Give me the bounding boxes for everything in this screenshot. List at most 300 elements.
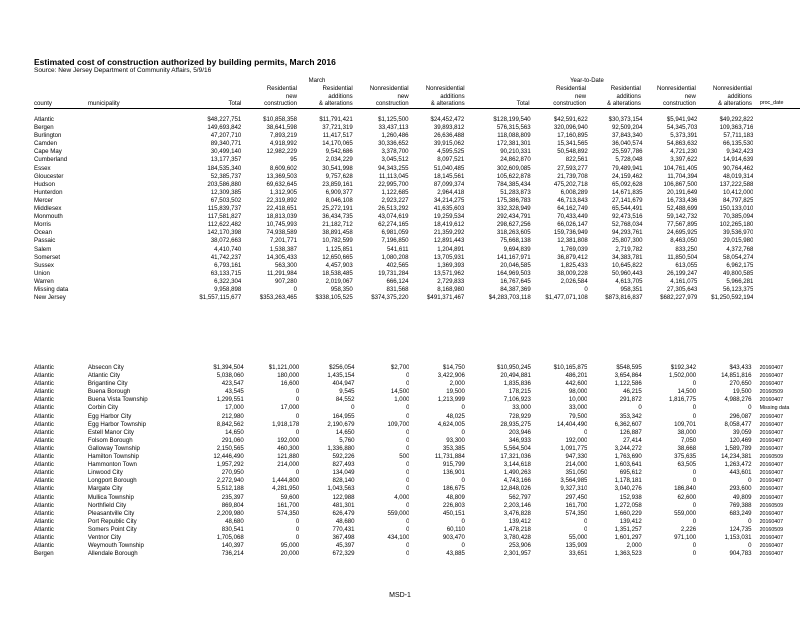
table-cell: 486,201 bbox=[565, 372, 588, 380]
table-cell: 8,097,521 bbox=[437, 156, 465, 164]
table-cell: $353,263,465 bbox=[259, 294, 298, 302]
table-cell: 25,807,300 bbox=[612, 237, 643, 245]
table-cell: 26,636,488 bbox=[433, 132, 465, 140]
table-cell: 20,494,881 bbox=[500, 372, 531, 380]
county-row bbox=[34, 173, 800, 181]
table-cell: Salem bbox=[34, 245, 52, 253]
column-header-table bbox=[34, 85, 800, 109]
table-cell: 1,435,154 bbox=[327, 372, 355, 380]
table-cell: 2,729,833 bbox=[437, 277, 465, 285]
table-cell: 124,735 bbox=[729, 525, 752, 533]
header-ytd-nonres-new-2: new bbox=[684, 92, 696, 100]
table-cell: 7,106,923 bbox=[503, 396, 531, 404]
table-cell: Atlantic bbox=[34, 116, 54, 123]
table-cell: 6,962,175 bbox=[726, 261, 754, 269]
table-cell: 137,222,588 bbox=[719, 180, 754, 188]
table-cell: 576,315,563 bbox=[496, 124, 531, 132]
county-row bbox=[34, 124, 800, 132]
table-cell: 0 bbox=[406, 525, 410, 533]
table-cell: Atlantic bbox=[34, 542, 54, 550]
table-cell: 958,351 bbox=[620, 285, 643, 293]
table-cell: Morris bbox=[34, 221, 51, 229]
table-cell: 13,369,503 bbox=[266, 172, 298, 180]
table-cell: $5,941,942 bbox=[666, 116, 698, 123]
table-cell: 1,363,523 bbox=[614, 550, 642, 558]
table-cell: 49,809 bbox=[732, 493, 752, 501]
table-cell: Buena Borough bbox=[87, 388, 131, 396]
table-cell: 109,363,716 bbox=[719, 124, 754, 132]
table-cell: 1,705,068 bbox=[216, 533, 244, 541]
table-cell: 8,463,050 bbox=[670, 237, 698, 245]
table-cell: Union bbox=[34, 269, 50, 277]
table-cell: 559,000 bbox=[387, 509, 410, 517]
table-cell: 27,305,643 bbox=[666, 285, 698, 293]
table-cell: 769,388 bbox=[729, 501, 752, 509]
table-cell: 3,144,618 bbox=[503, 461, 531, 469]
table-cell: 39,536,970 bbox=[722, 229, 754, 237]
municipality-row bbox=[34, 510, 800, 518]
table-cell: 79,489,941 bbox=[612, 164, 643, 172]
table-cell: 1,957,292 bbox=[216, 461, 244, 469]
table-cell: 2,000 bbox=[449, 380, 465, 388]
table-cell: Atlantic bbox=[34, 404, 54, 412]
table-cell: 297,450 bbox=[565, 493, 588, 501]
table-cell: 0 bbox=[748, 477, 752, 485]
table-cell: Atlantic bbox=[34, 461, 54, 469]
table-cell: 10,745,993 bbox=[266, 221, 298, 229]
table-cell: 12,891,443 bbox=[433, 237, 465, 245]
table-cell: 270,950 bbox=[221, 469, 244, 477]
table-cell: 0 bbox=[406, 517, 410, 525]
table-cell: 9,757,628 bbox=[325, 172, 353, 180]
table-cell: 20160509 bbox=[759, 389, 784, 396]
table-cell: 20160407 bbox=[759, 437, 784, 444]
municipality-row bbox=[34, 477, 800, 485]
county-row bbox=[34, 254, 800, 262]
header-res-new-2: new bbox=[285, 92, 297, 100]
table-cell: 67,503,502 bbox=[210, 196, 242, 204]
table-cell: 3,378,700 bbox=[381, 148, 409, 156]
table-cell bbox=[753, 213, 800, 221]
table-cell: Essex bbox=[34, 164, 51, 172]
table-cell bbox=[89, 124, 185, 132]
table-cell: 3,422,906 bbox=[437, 372, 465, 380]
table-cell: 51,040,485 bbox=[433, 164, 465, 172]
table-cell: Allendale Borough bbox=[87, 550, 138, 558]
table-cell: 18,145,561 bbox=[433, 172, 465, 180]
table-cell: 33,000 bbox=[568, 404, 588, 412]
table-cell: 52,488,699 bbox=[666, 205, 698, 213]
table-cell: 8,046,108 bbox=[325, 196, 353, 204]
table-cell bbox=[89, 156, 185, 164]
table-cell: 48,680 bbox=[225, 517, 244, 525]
table-cell: 12,309,385 bbox=[210, 188, 242, 196]
table-cell: 1,769,039 bbox=[560, 245, 588, 253]
table-cell: Cape May bbox=[34, 148, 62, 156]
table-cell: Port Republic City bbox=[87, 517, 137, 525]
table-cell: 0 bbox=[406, 461, 410, 469]
table-cell: Bergen bbox=[34, 550, 54, 558]
table-cell bbox=[89, 132, 185, 140]
table-cell: 460,300 bbox=[277, 444, 300, 452]
table-cell: 1,660,229 bbox=[614, 509, 642, 517]
table-cell: 87,099,374 bbox=[433, 180, 465, 188]
table-cell: 0 bbox=[692, 477, 697, 485]
table-cell: 121,880 bbox=[277, 453, 300, 461]
table-cell: 62,274,165 bbox=[378, 221, 409, 229]
table-cell: 1,478,218 bbox=[503, 525, 531, 533]
table-cell: 0 bbox=[406, 501, 410, 509]
table-cell: $338,105,525 bbox=[315, 294, 353, 302]
table-cell: 0 bbox=[692, 469, 697, 477]
municipality-row bbox=[34, 526, 800, 534]
table-cell: 21,182,712 bbox=[322, 221, 353, 229]
table-cell: 16,733,436 bbox=[666, 196, 698, 204]
table-cell: 58,054,274 bbox=[722, 253, 754, 261]
table-cell: Ventnor City bbox=[87, 533, 122, 541]
header-total: Total bbox=[186, 100, 241, 108]
table-cell: 172,381,301 bbox=[496, 140, 531, 148]
table-cell: Atlantic bbox=[34, 509, 54, 517]
table-cell: 0 bbox=[406, 542, 410, 550]
table-cell: 0 bbox=[584, 428, 588, 436]
table-cell bbox=[89, 221, 185, 229]
table-cell bbox=[753, 197, 800, 205]
table-cell bbox=[89, 278, 185, 286]
table-cell: 318,263,605 bbox=[496, 229, 531, 237]
table-cell: 293,600 bbox=[729, 485, 752, 493]
table-cell: 291,872 bbox=[619, 396, 642, 404]
table-cell: 0 bbox=[295, 525, 300, 533]
table-cell: 5,038,060 bbox=[216, 372, 244, 380]
table-cell bbox=[753, 189, 800, 197]
table-cell: 212,980 bbox=[221, 412, 244, 420]
table-cell: 41,635,603 bbox=[433, 205, 465, 213]
table-cell: 11,850,504 bbox=[667, 253, 698, 261]
table-cell: Absecon City bbox=[87, 364, 124, 371]
table-cell: 8,842,562 bbox=[216, 420, 244, 428]
table-cell: 0 bbox=[406, 550, 410, 558]
table-cell: $49,292,822 bbox=[719, 116, 754, 123]
county-row bbox=[34, 229, 800, 237]
table-cell: 54,345,703 bbox=[666, 124, 698, 132]
table-cell: 117,581,827 bbox=[207, 213, 242, 221]
table-cell: 971,100 bbox=[674, 533, 697, 541]
table-cell: 20160407 bbox=[759, 397, 784, 404]
table-cell: $1,121,000 bbox=[268, 364, 300, 371]
table-cell: 12,982,229 bbox=[266, 148, 298, 156]
table-cell: 20,000 bbox=[280, 550, 300, 558]
table-cell: 17,160,895 bbox=[557, 132, 588, 140]
table-cell: 1,204,891 bbox=[437, 245, 465, 253]
table-cell: 109,701 bbox=[674, 420, 697, 428]
table-cell: 20160407 bbox=[759, 518, 784, 525]
table-cell: 20160407 bbox=[759, 551, 784, 558]
table-cell: 3,564,985 bbox=[560, 477, 588, 485]
table-cell: 112,622,482 bbox=[207, 221, 242, 229]
table-cell: 26,513,292 bbox=[378, 205, 409, 213]
table-cell: 4,721,230 bbox=[670, 148, 698, 156]
table-cell: 3,476,828 bbox=[503, 509, 531, 517]
table-cell: 48,680 bbox=[335, 517, 355, 525]
report-source: Source: New Jersey Department of Community Affairs, 5/9/16 bbox=[34, 67, 212, 74]
table-cell: 450,151 bbox=[442, 509, 465, 517]
table-cell: 104,761,405 bbox=[663, 164, 698, 172]
table-cell: 27,414 bbox=[623, 436, 642, 444]
table-cell: 9,694,839 bbox=[503, 245, 531, 253]
table-cell: 20160407 bbox=[759, 486, 784, 493]
table-cell: 2,964,418 bbox=[437, 188, 465, 196]
table-cell: 1,601,297 bbox=[614, 533, 642, 541]
table-cell: 4,410,740 bbox=[214, 245, 242, 253]
table-cell: 22,319,892 bbox=[266, 196, 298, 204]
table-cell: 0 bbox=[406, 412, 410, 420]
table-cell: 9,958,898 bbox=[214, 285, 242, 293]
table-cell: 5,564,504 bbox=[503, 444, 531, 452]
table-cell: 60,110 bbox=[446, 525, 465, 533]
table-cell: 320,096,940 bbox=[553, 124, 588, 132]
table-cell bbox=[89, 181, 185, 189]
table-cell: 25,272,191 bbox=[322, 205, 353, 213]
table-cell: 65,092,628 bbox=[612, 180, 643, 188]
table-cell: 90,210,331 bbox=[500, 148, 531, 156]
table-cell: 84,552 bbox=[335, 396, 355, 404]
table-cell: 2,301,957 bbox=[503, 550, 531, 558]
table-cell: 164,955 bbox=[332, 412, 355, 420]
header-ytd-res-add-1: Residential bbox=[610, 85, 641, 92]
table-cell: 70,385,094 bbox=[722, 213, 754, 221]
county-row bbox=[34, 140, 800, 148]
table-cell: 57,711,183 bbox=[723, 132, 754, 140]
table-cell: 109,700 bbox=[387, 420, 410, 428]
table-cell: Hudson bbox=[34, 180, 56, 188]
table-cell bbox=[753, 205, 800, 213]
table-cell: Atlantic bbox=[34, 380, 54, 388]
table-cell: $14,750 bbox=[442, 364, 465, 371]
table-cell: Atlantic bbox=[34, 493, 54, 501]
table-cell: 38,641,598 bbox=[266, 124, 298, 132]
municipality-row bbox=[34, 461, 800, 469]
table-cell: 4,595,525 bbox=[437, 148, 465, 156]
header-county: county bbox=[34, 100, 88, 108]
table-cell: 346,933 bbox=[508, 436, 531, 444]
table-cell: 19,259,534 bbox=[433, 213, 465, 221]
table-cell: 2,000 bbox=[626, 542, 642, 550]
table-cell bbox=[753, 156, 800, 164]
table-cell: 36,879,412 bbox=[557, 253, 588, 261]
table-cell: Atlantic City bbox=[87, 372, 121, 380]
table-cell: 0 bbox=[406, 404, 410, 412]
table-cell: 4,613,705 bbox=[615, 277, 643, 285]
header-ytd-nonres-add-1: Nonresidential bbox=[712, 85, 752, 92]
table-cell: 10,782,599 bbox=[322, 237, 353, 245]
county-summary-table bbox=[34, 116, 800, 302]
table-cell: 56,123,375 bbox=[722, 285, 754, 293]
table-cell: 20160407 bbox=[759, 365, 784, 371]
table-cell: 574,350 bbox=[277, 509, 300, 517]
table-cell: 66,135,530 bbox=[722, 140, 754, 148]
table-cell: 94,293,761 bbox=[612, 229, 643, 237]
table-cell: 12,381,808 bbox=[557, 237, 588, 245]
table-cell: 2,272,940 bbox=[216, 477, 244, 485]
table-cell: 38,668 bbox=[677, 444, 697, 452]
table-cell: 164,969,503 bbox=[496, 269, 531, 277]
table-cell: 3,780,428 bbox=[503, 533, 531, 541]
table-cell: 9,327,310 bbox=[560, 485, 588, 493]
municipality-row bbox=[34, 380, 800, 388]
table-cell: 442,600 bbox=[565, 380, 588, 388]
table-cell: 13,571,962 bbox=[433, 269, 465, 277]
table-cell bbox=[753, 165, 800, 173]
table-cell: 827,493 bbox=[332, 461, 355, 469]
table-cell: 27,141,679 bbox=[612, 196, 643, 204]
table-cell: 4,000 bbox=[394, 493, 410, 501]
table-cell: 39,893,812 bbox=[433, 124, 465, 132]
table-cell: 6,793,161 bbox=[214, 261, 242, 269]
table-cell: 18,419,612 bbox=[433, 221, 465, 229]
table-cell: 1,263,472 bbox=[724, 461, 752, 469]
municipality-row bbox=[34, 453, 800, 461]
table-cell: 159,736,949 bbox=[553, 229, 588, 237]
table-cell: 0 bbox=[692, 517, 697, 525]
table-cell: $42,591,622 bbox=[553, 116, 588, 123]
table-cell: 43,074,619 bbox=[378, 213, 409, 221]
table-cell: 226,803 bbox=[442, 501, 465, 509]
municipality-row bbox=[34, 364, 800, 372]
table-cell: 4,161,075 bbox=[670, 277, 698, 285]
table-cell: Hunterdon bbox=[34, 188, 63, 196]
table-cell: 36,434,735 bbox=[322, 213, 353, 221]
county-row bbox=[34, 278, 800, 286]
county-row bbox=[34, 286, 800, 294]
table-cell: 98,000 bbox=[568, 388, 588, 396]
table-cell: 161,700 bbox=[277, 501, 300, 509]
table-cell: Atlantic bbox=[34, 364, 54, 371]
table-cell: 92,473,516 bbox=[612, 213, 643, 221]
table-cell: 34,214,275 bbox=[433, 196, 465, 204]
table-cell: Sussex bbox=[34, 261, 54, 269]
table-cell bbox=[89, 148, 185, 156]
table-cell: 24,862,870 bbox=[500, 156, 531, 164]
table-cell: 1,125,851 bbox=[325, 245, 353, 253]
table-cell: Middlesex bbox=[34, 205, 62, 213]
table-cell: 30,499,140 bbox=[210, 148, 242, 156]
county-row bbox=[34, 262, 800, 270]
table-cell: 947,330 bbox=[565, 453, 588, 461]
header-nonres-new-1: Nonresidential bbox=[369, 85, 409, 92]
county-row bbox=[34, 116, 800, 124]
table-cell: 52,768,034 bbox=[612, 221, 643, 229]
table-cell: Warren bbox=[34, 277, 54, 285]
table-cell: 0 bbox=[295, 388, 300, 396]
table-cell: 0 bbox=[406, 469, 410, 477]
table-cell bbox=[89, 189, 185, 197]
table-cell: 14,914,639 bbox=[722, 156, 754, 164]
table-cell: 20160407 bbox=[759, 494, 784, 501]
table-cell: 1,490,263 bbox=[503, 469, 531, 477]
municipality-row bbox=[34, 413, 800, 421]
table-cell: Ocean bbox=[34, 229, 52, 237]
group-header-month: March bbox=[308, 78, 326, 84]
table-cell: 118,088,809 bbox=[497, 132, 531, 140]
table-cell: 0 bbox=[295, 412, 300, 420]
table-cell: 6,909,377 bbox=[325, 188, 353, 196]
table-cell: 49,800,585 bbox=[722, 269, 754, 277]
table-cell: 152,938 bbox=[619, 493, 642, 501]
table-cell bbox=[753, 181, 800, 189]
table-cell: Atlantic bbox=[34, 453, 54, 461]
table-cell: $1,250,592,194 bbox=[711, 294, 754, 302]
header-ytd-total: Total bbox=[465, 100, 530, 108]
table-cell: 1,538,387 bbox=[269, 245, 298, 253]
table-cell: 1,122,586 bbox=[614, 380, 642, 388]
table-cell: 51,283,873 bbox=[500, 188, 531, 196]
table-cell: 1,000 bbox=[394, 396, 410, 404]
header-proc-date: proc_date bbox=[752, 100, 800, 108]
table-cell: 541,611 bbox=[386, 245, 409, 253]
table-cell: 3,040,276 bbox=[614, 485, 642, 493]
table-cell: 16,767,645 bbox=[500, 277, 531, 285]
header-ytd-res-new-3: construction bbox=[530, 100, 587, 108]
table-cell bbox=[753, 294, 800, 302]
table-cell: 20160407 bbox=[759, 543, 784, 550]
table-cell: $548,595 bbox=[616, 364, 642, 371]
table-cell: 563,300 bbox=[275, 261, 298, 269]
table-cell: 50,548,892 bbox=[557, 148, 588, 156]
table-cell: Missing data bbox=[34, 285, 69, 293]
table-cell: 21,739,708 bbox=[557, 172, 588, 180]
table-cell: 63,505 bbox=[677, 461, 697, 469]
table-cell: Atlantic bbox=[34, 428, 54, 436]
table-cell: 784,385,434 bbox=[496, 180, 531, 188]
header-ytd-nonres-add-2: additions bbox=[727, 92, 752, 100]
table-cell: 175,386,783 bbox=[496, 196, 531, 204]
table-cell: 14,234,381 bbox=[721, 453, 752, 461]
table-cell: 375,635 bbox=[674, 453, 697, 461]
table-cell: 17,000 bbox=[225, 404, 244, 412]
municipality-row bbox=[34, 437, 800, 445]
table-cell: 12,848,026 bbox=[500, 485, 531, 493]
table-cell: 869,804 bbox=[221, 501, 244, 509]
table-cell: $10,950,245 bbox=[497, 364, 531, 371]
table-cell: Atlantic bbox=[34, 412, 54, 420]
county-row bbox=[34, 294, 800, 302]
table-cell bbox=[753, 278, 800, 286]
table-cell: Galloway Township bbox=[87, 444, 140, 452]
municipality-row bbox=[34, 396, 800, 404]
table-cell: 0 bbox=[406, 477, 410, 485]
table-cell: Atlantic bbox=[34, 477, 54, 485]
table-cell: $1,557,115,677 bbox=[199, 294, 242, 302]
table-cell: Buena Vista Township bbox=[87, 396, 148, 404]
table-cell: 11,704,394 bbox=[667, 172, 698, 180]
table-cell: 20160407 bbox=[759, 445, 784, 452]
table-cell: 6,981,059 bbox=[381, 229, 409, 237]
table-cell: 84,387,369 bbox=[500, 285, 531, 293]
table-cell: 2,209,980 bbox=[216, 509, 244, 517]
table-cell: 161,700 bbox=[565, 501, 588, 509]
table-cell: 20160407 bbox=[759, 421, 784, 428]
table-cell: Corbin City bbox=[87, 404, 119, 412]
table-cell: 695,612 bbox=[619, 469, 642, 477]
table-cell: 16,600 bbox=[280, 380, 300, 388]
group-header-ytd: Year-to-Date bbox=[570, 78, 604, 84]
table-cell: 186,840 bbox=[674, 485, 697, 493]
table-cell: 1,589,789 bbox=[724, 444, 752, 452]
table-cell: 79,500 bbox=[568, 412, 588, 420]
table-cell: 9,342,423 bbox=[726, 148, 754, 156]
table-cell: 22,995,700 bbox=[378, 180, 409, 188]
